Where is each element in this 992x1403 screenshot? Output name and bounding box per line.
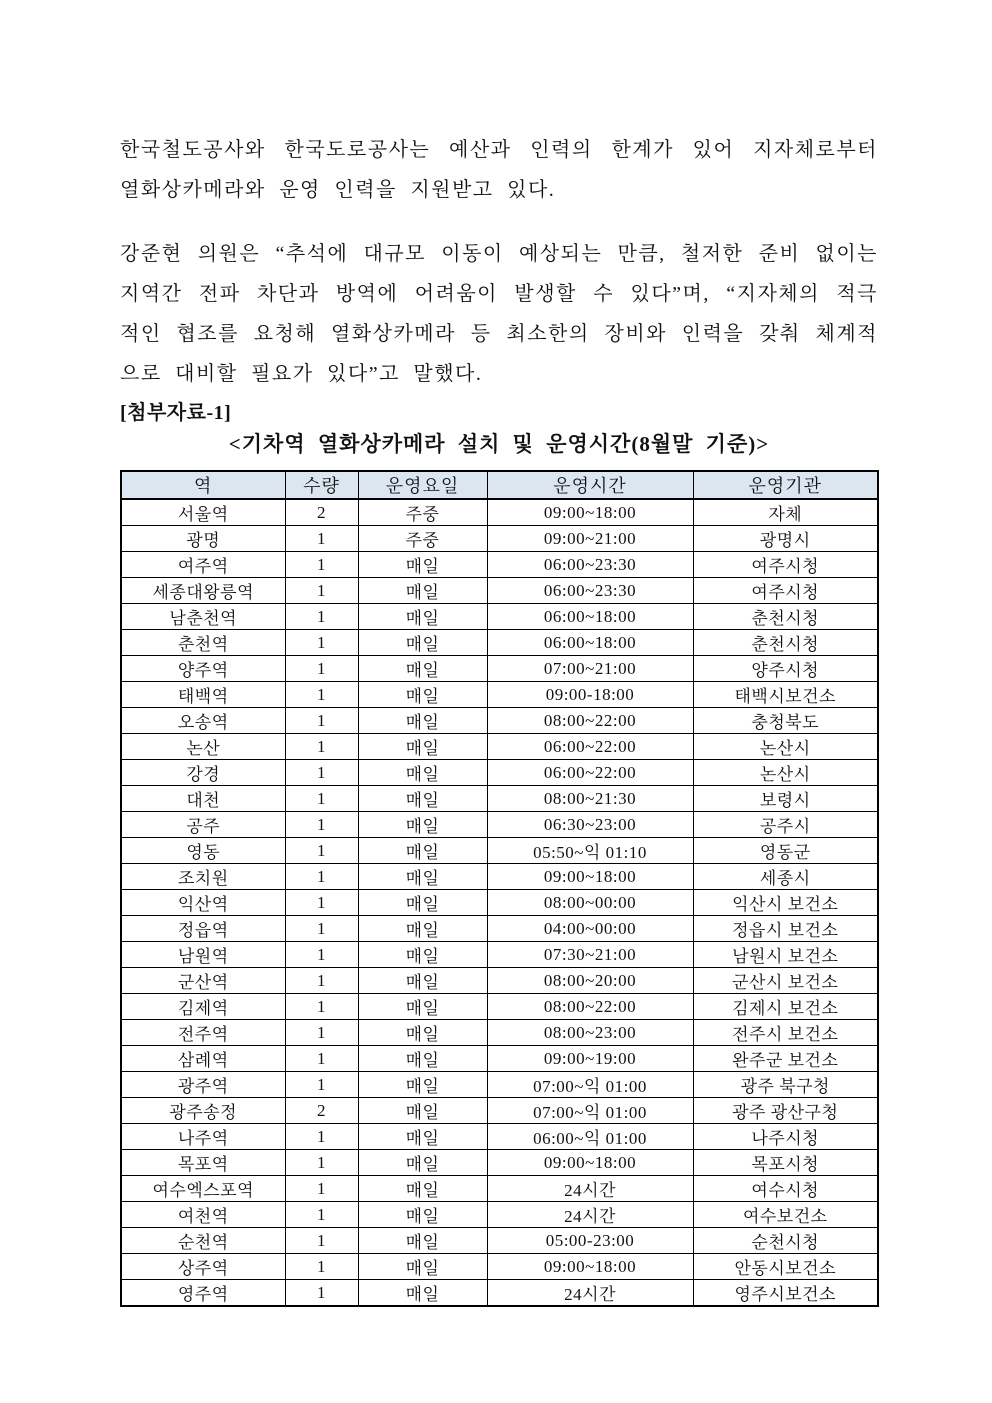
cell-operating-hours: 07:00~21:00 bbox=[487, 656, 693, 682]
cell-operating-days: 매일 bbox=[358, 760, 487, 786]
cell-operating-agency: 군산시 보건소 bbox=[693, 968, 878, 994]
cell-quantity: 1 bbox=[285, 1280, 358, 1307]
cell-operating-hours: 07:30~21:00 bbox=[487, 942, 693, 968]
cell-station: 조치원 bbox=[121, 864, 285, 890]
table-row bbox=[121, 1254, 878, 1280]
table-row bbox=[121, 526, 878, 552]
cell-operating-days: 매일 bbox=[358, 890, 487, 916]
table-row bbox=[121, 994, 878, 1020]
cell-operating-days: 매일 bbox=[358, 838, 487, 864]
cell-operating-agency: 춘천시청 bbox=[693, 630, 878, 656]
cell-operating-days: 매일 bbox=[358, 1046, 487, 1072]
cell-operating-days: 매일 bbox=[358, 1228, 487, 1254]
cell-operating-agency: 여주시청 bbox=[693, 552, 878, 578]
cell-operating-days: 매일 bbox=[358, 578, 487, 604]
cell-station: 남춘천역 bbox=[121, 604, 285, 630]
cell-operating-days: 매일 bbox=[358, 682, 487, 708]
text-line: 한국철도공사와 한국도로공사는 예산과 인력의 한계가 있어 지자체로부터 bbox=[120, 139, 878, 161]
cell-operating-days: 매일 bbox=[358, 1098, 487, 1124]
cell-operating-days: 매일 bbox=[358, 812, 487, 838]
cell-station: 영동 bbox=[121, 838, 285, 864]
cell-station: 춘천역 bbox=[121, 630, 285, 656]
cell-operating-hours: 24시간 bbox=[487, 1176, 693, 1202]
cell-operating-days: 주중 bbox=[358, 526, 487, 552]
table-body bbox=[121, 499, 878, 1306]
cell-operating-agency: 순천시청 bbox=[693, 1228, 878, 1254]
cell-quantity: 1 bbox=[285, 968, 358, 994]
table-row bbox=[121, 1046, 878, 1072]
cell-operating-hours: 05:00-23:00 bbox=[487, 1228, 693, 1254]
table-row bbox=[121, 786, 878, 812]
cell-quantity: 1 bbox=[285, 578, 358, 604]
table-row bbox=[121, 864, 878, 890]
table-row bbox=[121, 1124, 878, 1150]
cell-operating-days: 매일 bbox=[358, 916, 487, 942]
cell-quantity: 1 bbox=[285, 890, 358, 916]
cell-quantity: 1 bbox=[285, 734, 358, 760]
cell-operating-hours: 08:00~20:00 bbox=[487, 968, 693, 994]
cell-station: 나주역 bbox=[121, 1124, 285, 1150]
cell-station: 군산역 bbox=[121, 968, 285, 994]
cell-operating-days: 매일 bbox=[358, 1202, 487, 1228]
cell-operating-days: 매일 bbox=[358, 1280, 487, 1307]
cell-operating-days: 매일 bbox=[358, 630, 487, 656]
cell-station: 여주역 bbox=[121, 552, 285, 578]
header-operating-agency: 운영기관 bbox=[693, 471, 878, 499]
table-row bbox=[121, 1176, 878, 1202]
table-row bbox=[121, 499, 878, 526]
cell-operating-agency: 양주시청 bbox=[693, 656, 878, 682]
cell-operating-hours: 06:00~22:00 bbox=[487, 734, 693, 760]
cell-quantity: 1 bbox=[285, 1046, 358, 1072]
cell-operating-agency: 논산시 bbox=[693, 760, 878, 786]
text-line: 으로 대비할 필요가 있다”고 말했다. bbox=[120, 363, 483, 385]
cell-operating-hours: 06:00~익 01:00 bbox=[487, 1124, 693, 1150]
cell-operating-hours: 06:30~23:00 bbox=[487, 812, 693, 838]
cell-quantity: 1 bbox=[285, 942, 358, 968]
table-row bbox=[121, 942, 878, 968]
table-row bbox=[121, 734, 878, 760]
cell-operating-days: 매일 bbox=[358, 864, 487, 890]
cell-station: 순천역 bbox=[121, 1228, 285, 1254]
cell-quantity: 1 bbox=[285, 656, 358, 682]
cell-operating-hours: 06:00~22:00 bbox=[487, 760, 693, 786]
cell-station: 세종대왕릉역 bbox=[121, 578, 285, 604]
cell-quantity: 1 bbox=[285, 812, 358, 838]
cell-operating-agency: 익산시 보건소 bbox=[693, 890, 878, 916]
cell-quantity: 1 bbox=[285, 682, 358, 708]
text-line: 강준현 의원은 “추석에 대규모 이동이 예상되는 만큼, 철저한 준비 없이는 bbox=[120, 243, 878, 265]
cell-operating-agency: 목포시청 bbox=[693, 1150, 878, 1176]
cell-quantity: 1 bbox=[285, 1150, 358, 1176]
cell-quantity: 1 bbox=[285, 708, 358, 734]
cell-station: 광주역 bbox=[121, 1072, 285, 1098]
cell-operating-hours: 09:00-18:00 bbox=[487, 682, 693, 708]
cell-station: 논산 bbox=[121, 734, 285, 760]
cell-operating-days: 주중 bbox=[358, 499, 487, 526]
table-row bbox=[121, 682, 878, 708]
cell-operating-hours: 08:00~22:00 bbox=[487, 994, 693, 1020]
cell-station: 정읍역 bbox=[121, 916, 285, 942]
cell-quantity: 1 bbox=[285, 1202, 358, 1228]
cell-operating-hours: 06:00~23:30 bbox=[487, 552, 693, 578]
cell-operating-hours: 09:00~18:00 bbox=[487, 864, 693, 890]
cell-operating-days: 매일 bbox=[358, 604, 487, 630]
cell-operating-days: 매일 bbox=[358, 1254, 487, 1280]
cell-station: 김제역 bbox=[121, 994, 285, 1020]
cell-quantity: 2 bbox=[285, 499, 358, 526]
cell-quantity: 1 bbox=[285, 1228, 358, 1254]
cell-operating-agency: 영주시보건소 bbox=[693, 1280, 878, 1307]
header-operating-days: 운영요일 bbox=[358, 471, 487, 499]
cell-operating-agency: 자체 bbox=[693, 499, 878, 526]
cell-operating-days: 매일 bbox=[358, 942, 487, 968]
cell-operating-hours: 06:00~18:00 bbox=[487, 630, 693, 656]
cell-operating-days: 매일 bbox=[358, 708, 487, 734]
cell-operating-hours: 07:00~익 01:00 bbox=[487, 1098, 693, 1124]
cell-operating-hours: 09:00~18:00 bbox=[487, 1150, 693, 1176]
cell-operating-hours: 07:00~익 01:00 bbox=[487, 1072, 693, 1098]
cell-quantity: 1 bbox=[285, 526, 358, 552]
cell-quantity: 1 bbox=[285, 1124, 358, 1150]
table-row bbox=[121, 708, 878, 734]
cell-operating-hours: 08:00~23:00 bbox=[487, 1020, 693, 1046]
cell-operating-agency: 춘천시청 bbox=[693, 604, 878, 630]
cell-operating-days: 매일 bbox=[358, 786, 487, 812]
cell-operating-agency: 태백시보건소 bbox=[693, 682, 878, 708]
cell-quantity: 1 bbox=[285, 1254, 358, 1280]
cell-station: 강경 bbox=[121, 760, 285, 786]
table-row bbox=[121, 1150, 878, 1176]
table-title: <기차역 열화상카메라 설치 및 운영시간(8월말 기준)> bbox=[228, 432, 770, 456]
cell-operating-hours: 09:00~18:00 bbox=[487, 1254, 693, 1280]
cell-quantity: 1 bbox=[285, 864, 358, 890]
cell-station: 대천 bbox=[121, 786, 285, 812]
cell-operating-agency: 보령시 bbox=[693, 786, 878, 812]
cell-station: 광명 bbox=[121, 526, 285, 552]
cell-operating-agency: 김제시 보건소 bbox=[693, 994, 878, 1020]
cell-operating-agency: 여수보건소 bbox=[693, 1202, 878, 1228]
header-operating-hours: 운영시간 bbox=[487, 471, 693, 499]
cell-operating-days: 매일 bbox=[358, 1150, 487, 1176]
cell-operating-agency: 전주시 보건소 bbox=[693, 1020, 878, 1046]
cell-station: 남원역 bbox=[121, 942, 285, 968]
cell-quantity: 1 bbox=[285, 994, 358, 1020]
cell-operating-hours: 08:00~00:00 bbox=[487, 890, 693, 916]
cell-operating-hours: 04:00~00:00 bbox=[487, 916, 693, 942]
cell-station: 여천역 bbox=[121, 1202, 285, 1228]
cell-operating-days: 매일 bbox=[358, 1072, 487, 1098]
cell-station: 목포역 bbox=[121, 1150, 285, 1176]
cell-quantity: 1 bbox=[285, 552, 358, 578]
cell-operating-agency: 광주 광산구청 bbox=[693, 1098, 878, 1124]
cell-operating-hours: 09:00~18:00 bbox=[487, 499, 693, 526]
text-line: 열화상카메라와 운영 인력을 지원받고 있다. bbox=[120, 179, 556, 201]
cell-quantity: 1 bbox=[285, 604, 358, 630]
cell-operating-agency: 공주시 bbox=[693, 812, 878, 838]
table-header-row bbox=[121, 471, 878, 499]
cell-operating-days: 매일 bbox=[358, 656, 487, 682]
table-row bbox=[121, 1228, 878, 1254]
table-row bbox=[121, 604, 878, 630]
paragraph-quote bbox=[120, 234, 878, 394]
cell-operating-agency: 논산시 bbox=[693, 734, 878, 760]
cell-station: 상주역 bbox=[121, 1254, 285, 1280]
table-row bbox=[121, 1280, 878, 1307]
cell-quantity: 1 bbox=[285, 1020, 358, 1046]
cell-station: 양주역 bbox=[121, 656, 285, 682]
cell-station: 익산역 bbox=[121, 890, 285, 916]
cell-station: 공주 bbox=[121, 812, 285, 838]
table-row bbox=[121, 1202, 878, 1228]
cell-operating-hours: 24시간 bbox=[487, 1202, 693, 1228]
table-row bbox=[121, 968, 878, 994]
table-row bbox=[121, 760, 878, 786]
cell-station: 태백역 bbox=[121, 682, 285, 708]
cell-quantity: 1 bbox=[285, 786, 358, 812]
table-row bbox=[121, 552, 878, 578]
header-quantity: 수량 bbox=[285, 471, 358, 499]
table-row bbox=[121, 630, 878, 656]
cell-station: 광주송정 bbox=[121, 1098, 285, 1124]
table-row bbox=[121, 1072, 878, 1098]
cell-operating-agency: 충청북도 bbox=[693, 708, 878, 734]
cell-station: 여수엑스포역 bbox=[121, 1176, 285, 1202]
cell-quantity: 1 bbox=[285, 838, 358, 864]
text-line: 지역간 전파 차단과 방역에 어려움이 발생할 수 있다”며, “지자체의 적극 bbox=[120, 283, 878, 305]
cell-operating-agency: 광명시 bbox=[693, 526, 878, 552]
cell-operating-hours: 09:00~21:00 bbox=[487, 526, 693, 552]
table-row bbox=[121, 656, 878, 682]
cell-station: 서울역 bbox=[121, 499, 285, 526]
cell-quantity: 1 bbox=[285, 760, 358, 786]
cell-operating-agency: 영동군 bbox=[693, 838, 878, 864]
cell-station: 오송역 bbox=[121, 708, 285, 734]
cell-station: 전주역 bbox=[121, 1020, 285, 1046]
cell-operating-days: 매일 bbox=[358, 552, 487, 578]
table-row bbox=[121, 812, 878, 838]
cell-operating-hours: 09:00~19:00 bbox=[487, 1046, 693, 1072]
cell-operating-agency: 안동시보건소 bbox=[693, 1254, 878, 1280]
cell-operating-agency: 나주시청 bbox=[693, 1124, 878, 1150]
cell-operating-days: 매일 bbox=[358, 1176, 487, 1202]
cell-operating-days: 매일 bbox=[358, 994, 487, 1020]
cell-operating-hours: 08:00~22:00 bbox=[487, 708, 693, 734]
table-row bbox=[121, 838, 878, 864]
cell-operating-agency: 여주시청 bbox=[693, 578, 878, 604]
cell-operating-agency: 여수시청 bbox=[693, 1176, 878, 1202]
cell-quantity: 1 bbox=[285, 916, 358, 942]
cell-quantity: 1 bbox=[285, 1176, 358, 1202]
table-row bbox=[121, 578, 878, 604]
cell-quantity: 1 bbox=[285, 1072, 358, 1098]
table-row bbox=[121, 890, 878, 916]
text-line: 적인 협조를 요청해 열화상카메라 등 최소한의 장비와 인력을 갖춰 체계적 bbox=[120, 323, 878, 345]
cell-quantity: 2 bbox=[285, 1098, 358, 1124]
cell-operating-days: 매일 bbox=[358, 1020, 487, 1046]
cell-operating-agency: 완주군 보건소 bbox=[693, 1046, 878, 1072]
cell-operating-agency: 남원시 보건소 bbox=[693, 942, 878, 968]
table-row bbox=[121, 916, 878, 942]
cell-operating-hours: 24시간 bbox=[487, 1280, 693, 1307]
cell-operating-agency: 광주 북구청 bbox=[693, 1072, 878, 1098]
table-row bbox=[121, 1020, 878, 1046]
cell-operating-hours: 05:50~익 01:10 bbox=[487, 838, 693, 864]
attachment-label: [첨부자료-1] bbox=[120, 402, 232, 424]
table-row bbox=[121, 1098, 878, 1124]
cell-operating-hours: 06:00~23:30 bbox=[487, 578, 693, 604]
cell-quantity: 1 bbox=[285, 630, 358, 656]
table-header bbox=[121, 471, 878, 499]
cell-station: 영주역 bbox=[121, 1280, 285, 1307]
cell-operating-hours: 06:00~18:00 bbox=[487, 604, 693, 630]
paragraph-support bbox=[120, 130, 878, 210]
cell-operating-days: 매일 bbox=[358, 968, 487, 994]
cell-station: 삼례역 bbox=[121, 1046, 285, 1072]
cell-operating-agency: 세종시 bbox=[693, 864, 878, 890]
cell-operating-agency: 정읍시 보건소 bbox=[693, 916, 878, 942]
cell-operating-days: 매일 bbox=[358, 1124, 487, 1150]
cell-operating-days: 매일 bbox=[358, 734, 487, 760]
cell-operating-hours: 08:00~21:30 bbox=[487, 786, 693, 812]
header-station: 역 bbox=[121, 471, 285, 499]
thermal-camera-table bbox=[120, 470, 879, 1307]
